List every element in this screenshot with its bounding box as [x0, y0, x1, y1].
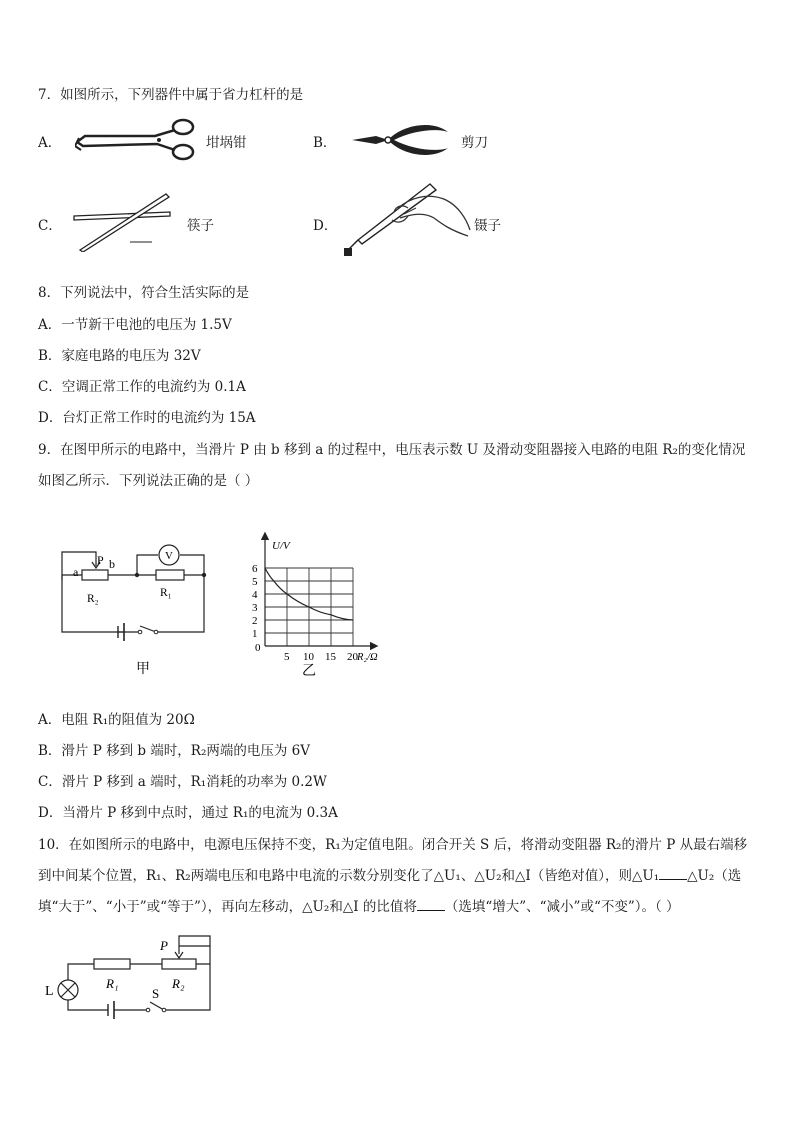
q7-stem: 7．如图所示，下列器件中属于省力杠杆的是 — [38, 87, 304, 103]
q7-option-d-letter: D． — [313, 218, 338, 234]
ytick-label: 3 — [252, 602, 258, 614]
label-l: L — [45, 984, 54, 999]
scissors-image — [348, 120, 453, 160]
q10-line2-text: 到中间某个位置，R₁、R₂两端电压和电路中电流的示数分别变化了△U₁、△U₂和△I（皆绝对值），则△U₁ — [38, 868, 660, 884]
q8-stem: 8．下列说法中，符合生活实际的是 — [38, 285, 250, 301]
q9-option-d: D．当滑片 P 移到中点时，通过 R₁的电流为 0.3A — [38, 805, 338, 821]
q7-option-b-letter: B． — [313, 135, 337, 151]
q7-option-d-label: 镊子 — [474, 218, 501, 234]
q9-stem-line1: 9．在图甲所示的电路中，当滑片 P 由 b 移到 a 的过程中，电压表示数 U 及滑动变阻器接入电路的电阻 R₂的变化情况 — [38, 442, 746, 458]
label-b: b — [109, 557, 115, 571]
q8-option-b: B．家庭电路的电压为 32V — [38, 348, 201, 364]
chopsticks-image — [70, 192, 180, 252]
label-a: a — [73, 565, 79, 579]
q7-option-a-label: 坩埚钳 — [206, 135, 247, 151]
xtick-label: 5 — [284, 651, 290, 663]
label-p: P — [97, 553, 104, 567]
x-axis-label: R₂/Ω — [357, 652, 378, 663]
label-r1: R₁ — [106, 976, 119, 991]
q8-option-a: A．一节新干电池的电压为 1.5V — [38, 317, 232, 333]
ytick-label: 2 — [252, 615, 258, 627]
y-axis-label: U/V — [272, 540, 290, 552]
q7-option-c-label: 筷子 — [187, 218, 214, 234]
q10-line3-tail: （选填“增大”、“减小”或“不变”）。（ ） — [444, 899, 680, 915]
q7-option-c-letter: C． — [38, 218, 62, 234]
tweezers-image — [338, 178, 473, 266]
graph-yi — [248, 530, 396, 682]
voltmeter-label: V — [165, 550, 173, 562]
ytick-label: 4 — [252, 589, 258, 601]
q9-option-a: A．电阻 R₁的阻值为 20Ω — [38, 712, 195, 728]
q10-line2 — [38, 864, 741, 884]
xtick-label: 10 — [303, 651, 314, 663]
label-r2: R₂ — [87, 593, 99, 605]
caption-jia: 甲 — [136, 662, 150, 677]
q7-option-a-letter: A． — [38, 135, 62, 151]
xtick-label: 20 — [347, 651, 358, 663]
blank-2[interactable] — [417, 898, 445, 911]
q8-option-d: D．台灯正常工作时的电流约为 15A — [38, 410, 256, 426]
q10-line1: 10．在如图所示的电路中，电源电压保持不变，R₁为定值电阻。闭合开关 S 后，将滑动变阻器 R₂的滑片 P 从最右端移 — [38, 837, 748, 853]
label-s: S — [152, 986, 160, 1001]
label-r2: R₂ — [172, 976, 185, 991]
origin-label: 0 — [255, 642, 261, 654]
circuit-q10-diagram — [40, 932, 220, 1032]
q9-option-c: C．滑片 P 移到 a 端时，R₁消耗的功率为 0.2W — [38, 774, 327, 790]
crucible-tongs-image — [75, 116, 200, 164]
xtick-label: 15 — [325, 651, 336, 663]
q10-line3 — [38, 895, 680, 915]
q10-line2-tail: △U₂（选 — [687, 868, 742, 884]
q8-option-c: C．空调正常工作的电流约为 0.1A — [38, 379, 246, 395]
q9-stem-line2: 如图乙所示．下列说法正确的是（ ） — [38, 473, 259, 489]
q10-line3-text: 填“大于”、“小于”或“等于”），再向左移动，△U₂和△I 的比值将 — [38, 899, 417, 915]
circuit-jia-diagram — [56, 540, 216, 682]
ytick-label: 6 — [252, 563, 258, 575]
ytick-label: 5 — [252, 576, 258, 588]
label-r1: R₁ — [160, 587, 172, 599]
label-p: P — [160, 938, 168, 953]
q9-option-b: B．滑片 P 移到 b 端时，R₂两端的电压为 6V — [38, 743, 311, 759]
blank-1[interactable] — [659, 867, 687, 880]
ytick-label: 1 — [252, 628, 258, 640]
caption-yi: 乙 — [302, 664, 316, 679]
q7-option-b-label: 剪刀 — [461, 135, 488, 151]
